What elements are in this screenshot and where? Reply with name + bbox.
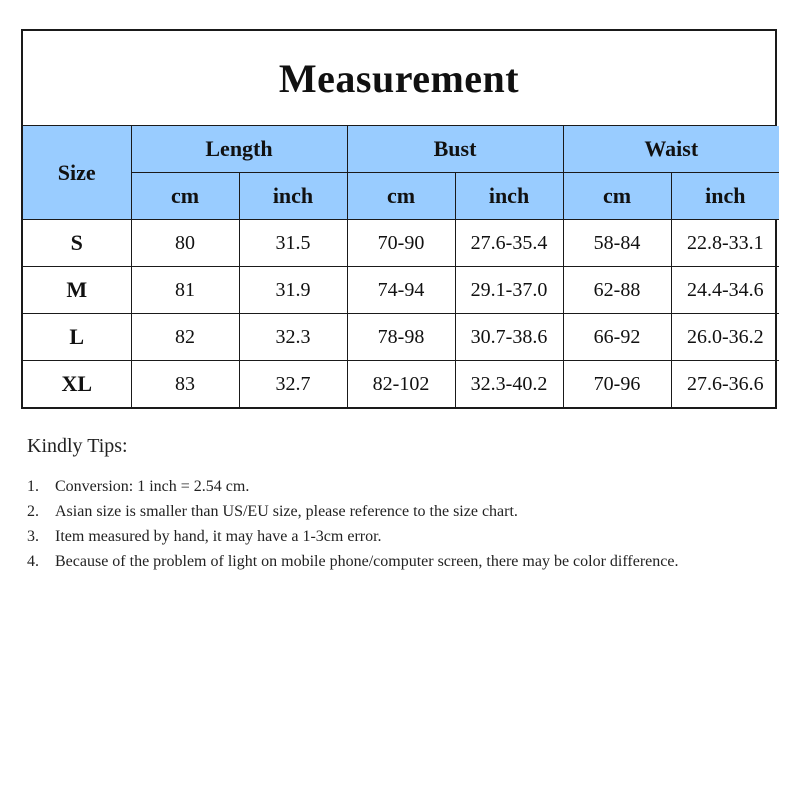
table-cell: 70-96 [563, 361, 671, 408]
table-cell: 81 [131, 267, 239, 314]
list-item-number: 3. [27, 528, 39, 545]
unit-header: cm [131, 173, 239, 220]
tips-list [27, 474, 767, 574]
table-cell: 27.6-35.4 [455, 220, 563, 267]
table-cell: 78-98 [347, 314, 455, 361]
table-cell: 27.6-36.6 [671, 361, 779, 408]
unit-header: inch [455, 173, 563, 220]
list-item-text: Item measured by hand, it may have a 1-3cm error. [55, 528, 382, 545]
list-item-number: 1. [27, 478, 39, 495]
table-cell: 31.5 [239, 220, 347, 267]
table-cell: 82 [131, 314, 239, 361]
list-item-number: 4. [27, 553, 39, 570]
measurement-table [23, 126, 779, 407]
tips-heading: Kindly Tips: [27, 435, 128, 457]
table-row [23, 267, 779, 314]
table-cell: 26.0-36.2 [671, 314, 779, 361]
unit-header: inch [239, 173, 347, 220]
table-cell: 31.9 [239, 267, 347, 314]
table-cell: 30.7-38.6 [455, 314, 563, 361]
size-chart [21, 29, 777, 409]
table-cell: 66-92 [563, 314, 671, 361]
unit-header: cm [563, 173, 671, 220]
table-cell: 32.3-40.2 [455, 361, 563, 408]
table-cell: 22.8-33.1 [671, 220, 779, 267]
list-item-text: Asian size is smaller than US/EU size, please reference to the size chart. [55, 503, 518, 520]
column-group-bust: Bust [347, 126, 563, 173]
chart-title: Measurement [23, 31, 775, 126]
list-item [27, 549, 767, 574]
table-cell: 32.7 [239, 361, 347, 408]
header-row-units [23, 173, 779, 220]
column-group-length: Length [131, 126, 347, 173]
list-item-number: 2. [27, 503, 39, 520]
list-item [27, 499, 767, 524]
table-cell: 74-94 [347, 267, 455, 314]
size-label: M [23, 267, 131, 314]
kindly-tips [27, 435, 767, 574]
table-cell: 82-102 [347, 361, 455, 408]
table-cell: 24.4-34.6 [671, 267, 779, 314]
list-item-text: Conversion: 1 inch = 2.54 cm. [55, 478, 250, 495]
unit-header: inch [671, 173, 779, 220]
header-row-groups [23, 126, 779, 173]
size-label: S [23, 220, 131, 267]
table-cell: 29.1-37.0 [455, 267, 563, 314]
size-label: XL [23, 361, 131, 408]
table-cell: 80 [131, 220, 239, 267]
column-group-waist: Waist [563, 126, 779, 173]
table-cell: 83 [131, 361, 239, 408]
table-row [23, 314, 779, 361]
table-cell: 32.3 [239, 314, 347, 361]
table-row [23, 220, 779, 267]
list-item [27, 524, 767, 549]
column-header-size: Size [23, 126, 131, 220]
table-cell: 70-90 [347, 220, 455, 267]
table-row [23, 361, 779, 408]
list-item-text: Because of the problem of light on mobile phone/computer screen, there may be color difference. [55, 553, 679, 570]
size-label: L [23, 314, 131, 361]
table-cell: 62-88 [563, 267, 671, 314]
list-item [27, 474, 767, 499]
table-cell: 58-84 [563, 220, 671, 267]
unit-header: cm [347, 173, 455, 220]
